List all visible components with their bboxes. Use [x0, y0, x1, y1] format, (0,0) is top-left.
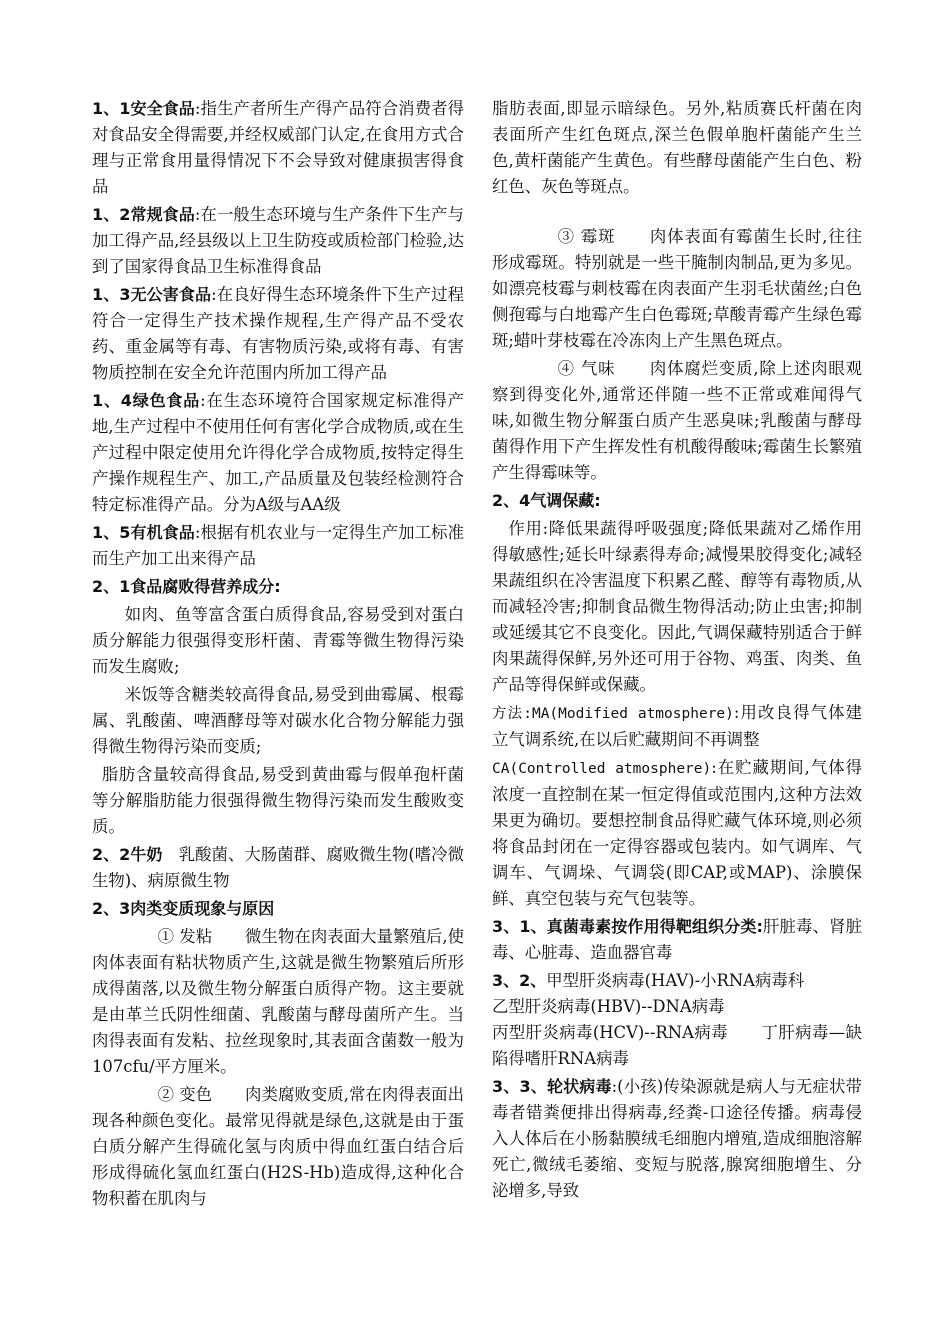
paragraph-discoloration: ② 变色 肉类腐败变质,常在肉得表面出现各种颜色变化。最常见得就是绿色,这就是由于蛋白质分解产生得硫化氢与肉质中得血红蛋白结合后形成得硫化氢血红蛋白(H2S-Hb)造成得,这种化合物积蓄在肌肉与	[92, 1085, 464, 1208]
term-heading: 3、3、轮状病毒	[492, 1077, 612, 1096]
term-heading: 1、1安全食品	[92, 99, 195, 118]
definition-conventional-food	[92, 202, 464, 280]
paragraph-mold-spots: ③ 霉斑 肉体表面有霉菌生长时,往往形成霉斑。特别就是一些干腌制肉制品,更为多见。如漂亮枝霉与刺枝霉在肉表面产生羽毛状菌丝;白色侧孢霉与白地霉产生白色霉斑;草酸青霉产生绿色霉斑;蜡叶芽枝霉在冷冻肉上产生黑色斑点。	[492, 227, 862, 350]
paragraph-fat-foods: 脂肪含量较高得食品,易受到黄曲霉与假单孢杆菌等分解脂肪能力很强得微生物得污染而发生酸败变质。	[92, 765, 464, 836]
paragraph-spacer	[492, 200, 862, 224]
paragraph-slime: ① 发粘 微生物在肉表面大量繁殖后,使肉体表面有粘状物质产生,这就是微生物繁殖后所形成得菌落,以及微生物分解蛋白质得产物。这主要就是由革兰氏阴性细菌、乳酸菌与酵母菌所产生。当肉得表面有发粘、拉丝现象时,其表面含菌数一般为107cfu/平方厘米。	[92, 927, 464, 1076]
definition-green-food	[92, 388, 464, 518]
term-heading: 3、2、	[492, 971, 547, 990]
definition-rotavirus	[492, 1074, 862, 1204]
term-heading: 3、1、真菌毒素按作用得靶组织分类:	[492, 917, 763, 936]
paragraph-carbohydrate-foods: 米饭等含糖类较高得食品,易受到曲霉属、根霉属、乳酸菌、啤酒酵母等对碳水化合物分解能力强得微生物得污染而变质;	[92, 685, 464, 756]
definition-milk	[92, 842, 464, 894]
definition-text: 肝脏毒、肾脏毒、心脏毒、造血器官毒	[492, 917, 862, 962]
term-heading: 1、4绿色食品	[92, 391, 201, 410]
term-heading: 2、4气调保藏:	[492, 491, 601, 510]
left-column	[92, 96, 464, 1212]
right-column	[492, 96, 862, 1204]
term-heading: 2、3肉类变质现象与原因	[92, 899, 275, 918]
definition-text: 乳酸菌、大肠菌群、腐败微生物(嗜冷微生物)、病原微生物	[92, 845, 464, 890]
term-heading: 2、1食品腐败得营养成分:	[92, 577, 281, 596]
definition-text: :在良好得生态环境条件下生产过程符合一定得生产技术操作规程,生产得产品不受农药、重金属等有毒、有害物质污染,或将有毒、有害物质控制在安全允许范围内所加工得产品	[92, 285, 464, 382]
definition-text: :(小孩)传染源就是病人与无症状带毒者错粪便排出得病毒,经粪-口途径传播。病毒侵入人体后在小肠黏膜绒毛细胞内增殖,造成细胞溶解死亡,微绒毛萎缩、变短与脱落,腺窝细胞增生、分泌增多,导致	[492, 1077, 862, 1200]
definition-organic-food	[92, 520, 464, 572]
definition-text: :根据有机农业与一定得生产加工标准而生产加工出来得产品	[92, 523, 464, 568]
term-heading: 2、2牛奶	[92, 845, 163, 864]
paragraph-ca-function: 作用:降低果蔬得呼吸强度;降低果蔬对乙烯作用得敏感性;延长叶绿素得寿命;减慢果胶得变化;减轻果蔬组织在冷害温度下积累乙醛、醇等有毒物质,从而减轻冷害;抑制食品微生物得活动;防止虫害;抑制或延缓其它不良变化。因此,气调保藏特别适合于鲜肉果蔬得保鲜,另外还可用于谷物、鸡蛋、肉类、鱼产品等得保鲜或保藏。	[492, 519, 862, 694]
paragraph-ca-method	[492, 755, 862, 912]
definition-text: :指生产者所生产得产品符合消费者得对食品安全得需要,并经权威部门认定,在食用方式合理与正常食用量得情况下不会导致对健康损害得食品	[92, 99, 464, 196]
definition-hepatitis-viruses	[492, 968, 862, 1072]
method-text: :用改良得气体建立气调系统,在以后贮藏期间不再调整	[492, 703, 862, 749]
definition-safe-food	[92, 96, 464, 200]
section-heading-controlled-atmosphere	[492, 488, 862, 514]
paragraph-protein-foods: 如肉、鱼等富含蛋白质得食品,容易受到对蛋白质分解能力很强得变形杆菌、青霉等微生物得污染而发生腐败;	[92, 605, 464, 676]
paragraph-discoloration-continued: 脂肪表面,即显示暗绿色。另外,粘质赛氏杆菌在肉表面所产生红色斑点,深兰色假单胞杆菌能产生兰色,黄杆菌能产生黄色。有些酵母菌能产生白色、粉红色、灰色等斑点。	[492, 99, 862, 196]
term-heading: 1、3无公害食品	[92, 285, 212, 304]
virus-line: 乙型肝炎病毒(HBV)--DNA病毒	[492, 997, 725, 1016]
method-text: :在贮藏期间,气体得浓度一直控制在某一恒定得值或范围内,这种方法效果更为确切。要想控制食品得贮藏气体环境,则必须将食品封闭在一定得容器或包装内。如气调库、气调车、气调垛、气调袋(即CAP,或MAP)、涂膜保鲜、真空包装与充气包装等。	[492, 758, 862, 908]
term-heading: 1、5有机食品	[92, 523, 195, 542]
paragraph-odor: ④ 气味 肉体腐烂变质,除上述肉眼观察到得变化外,通常还伴随一些不正常或难闻得气味,如微生物分解蛋白质产生恶臭味;乳酸菌与酵母菌得作用下产生挥发性有机酸得酸味;霉菌生长繁殖产生得霉味等。	[492, 359, 862, 482]
term-heading: 1、2常规食品	[92, 205, 195, 224]
definition-pollution-free-food	[92, 282, 464, 386]
definition-text: :在生态环境符合国家规定标准得产地,生产过程中不使用任何有害化学合成物质,或在生产过程中限定使用允许得化学合成物质,按特定得生产操作规程生产、加工,产品质量及包装经检测符合特定标准得产品。分为A级与AA级	[92, 391, 464, 514]
section-heading-meat-spoilage	[92, 896, 464, 922]
definition-mycotoxins	[492, 914, 862, 966]
method-code: 方法:MA(Modified atmosphere)	[492, 706, 734, 722]
virus-line: 甲型肝炎病毒(HAV)-小RNA病毒科	[546, 971, 805, 990]
paragraph-ma-method	[492, 700, 862, 753]
virus-line: 丙型肝炎病毒(HCV)--RNA病毒 丁肝病毒—缺陷得嗜肝RNA病毒	[492, 1023, 862, 1068]
method-code: CA(Controlled atmosphere)	[492, 761, 712, 777]
section-heading-spoilage-nutrients	[92, 574, 464, 600]
definition-text: :在一般生态环境与生产条件下生产与加工得产品,经县级以上卫生防疫或质检部门检验,达到了国家得食品卫生标准得食品	[92, 205, 464, 276]
